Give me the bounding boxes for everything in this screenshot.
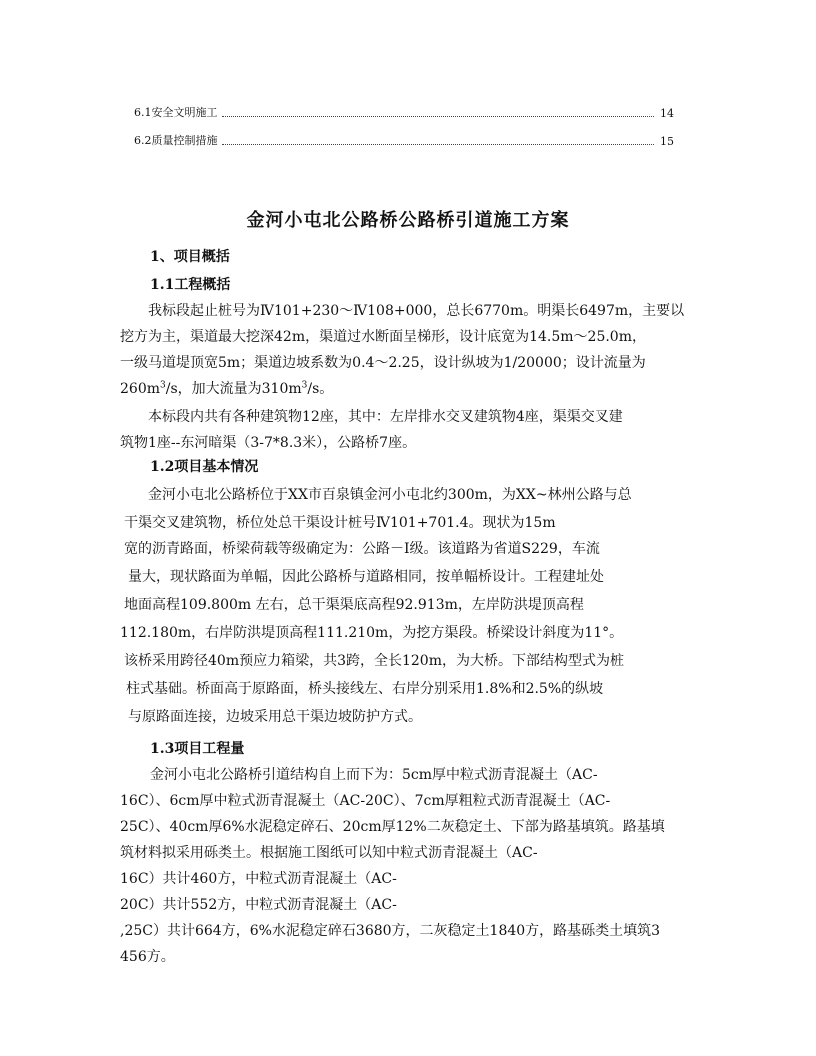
section-heading: 1.2项目基本情况: [150, 459, 259, 475]
paragraph-line: 宽的沥青路面，桥梁荷载等级确定为：公路－Ⅰ级。该道路为省道S229，车流: [124, 541, 600, 557]
toc-label: 6.1安全文明施工: [134, 106, 218, 119]
section-heading: 1.1工程概括: [150, 277, 231, 293]
toc-leader: [222, 116, 655, 117]
paragraph-line: 干渠交叉建筑物，桥位处总干渠设计桩号Ⅳ101+701.4。现状为15m: [124, 515, 556, 531]
paragraph-line: 该桥采用跨径40m预应力箱梁，共3跨，全长120m，为大桥。下部结构型式为桩: [124, 653, 624, 669]
paragraph-line: 16C）、6cm厚中粒式沥青混凝土（AC-20C）、7cm厚粗粒式沥青混凝土（AC-: [120, 793, 611, 809]
toc-page: 14: [660, 107, 674, 120]
toc-entry[interactable]: [134, 104, 674, 120]
paragraph-line: 量大，现状路面为单幅，因此公路桥与道路相同，按单幅桥设计。工程建址处: [128, 569, 604, 585]
paragraph-line: 一级马道堤顶宽5m；渠道边坡系数为0.4～2.25，设计纵坡为1/20000；设计流量为: [120, 355, 646, 371]
paragraph-line: 金河小屯北公路桥位于XX市百泉镇金河小屯北约300m，为XX~林州公路与总: [148, 487, 632, 503]
section-heading: 1、项目概括: [150, 249, 230, 265]
paragraph-line: 456方。: [120, 949, 175, 965]
section-heading: 1.3项目工程量: [150, 741, 245, 757]
paragraph-line: 筑物1座--东河暗渠（3-7*8.3米），公路桥7座。: [120, 435, 417, 451]
paragraph-line: $260m^3/s$，加大流量为$310m^3/s$。: [120, 380, 334, 397]
paragraph-line: 与原路面连接，边坡采用总干渠边坡防护方式。: [128, 709, 422, 725]
paragraph-line: 我标段起止桩号为Ⅳ101+230～Ⅳ108+000，总长6770m。明渠长6497m，主要以: [148, 303, 685, 319]
paragraph-line: ,25C）共计664方，6%水泥稳定碎石3680方，二灰稳定土1840方，路基砾类土填筑3: [120, 923, 661, 939]
toc-page: 15: [660, 135, 674, 148]
paragraph-line: 金河小屯北公路桥引道结构自上而下为：5cm厚中粒式沥青混凝土（AC-: [150, 767, 598, 783]
paragraph-line: 柱式基础。桥面高于原路面，桥头接线左、右岸分别采用1.8%和2.5%的纵坡: [126, 681, 604, 697]
paragraph-line: 地面高程109.800m 左右，总干渠渠底高程92.913m，左岸防洪堤顶高程: [124, 597, 584, 613]
toc-label: 6.2质量控制措施: [134, 134, 218, 147]
paragraph-line: 挖方为主，渠道最大挖深42m，渠道过水断面呈梯形，设计底宽为14.5m～25.0m，: [120, 329, 646, 345]
toc-leader: [222, 144, 655, 145]
paragraph-line: 筑材料拟采用砾类土。根据施工图纸可以知中粒式沥青混凝土（AC-: [120, 845, 538, 861]
paragraph-line: 16C）共计460方，中粒式沥青混凝土（AC-: [120, 871, 397, 887]
toc-entry[interactable]: [134, 132, 674, 148]
paragraph-line: 20C）共计552方，中粒式沥青混凝土（AC-: [120, 897, 397, 913]
paragraph-line: 25C）、40cm厚6%水泥稳定碎石、20cm厚12%二灰稳定土、下部为路基填筑。路基填: [120, 819, 665, 835]
document-title: 金河小屯北公路桥公路桥引道施工方案: [246, 210, 570, 231]
paragraph-line: 112.180m，右岸防洪堤顶高程111.210m，为挖方渠段。桥梁设计斜度为11°。: [120, 625, 624, 641]
paragraph-line: 本标段内共有各种建筑物12座，其中：左岸排水交叉建筑物4座，渠渠交叉建: [148, 409, 623, 425]
